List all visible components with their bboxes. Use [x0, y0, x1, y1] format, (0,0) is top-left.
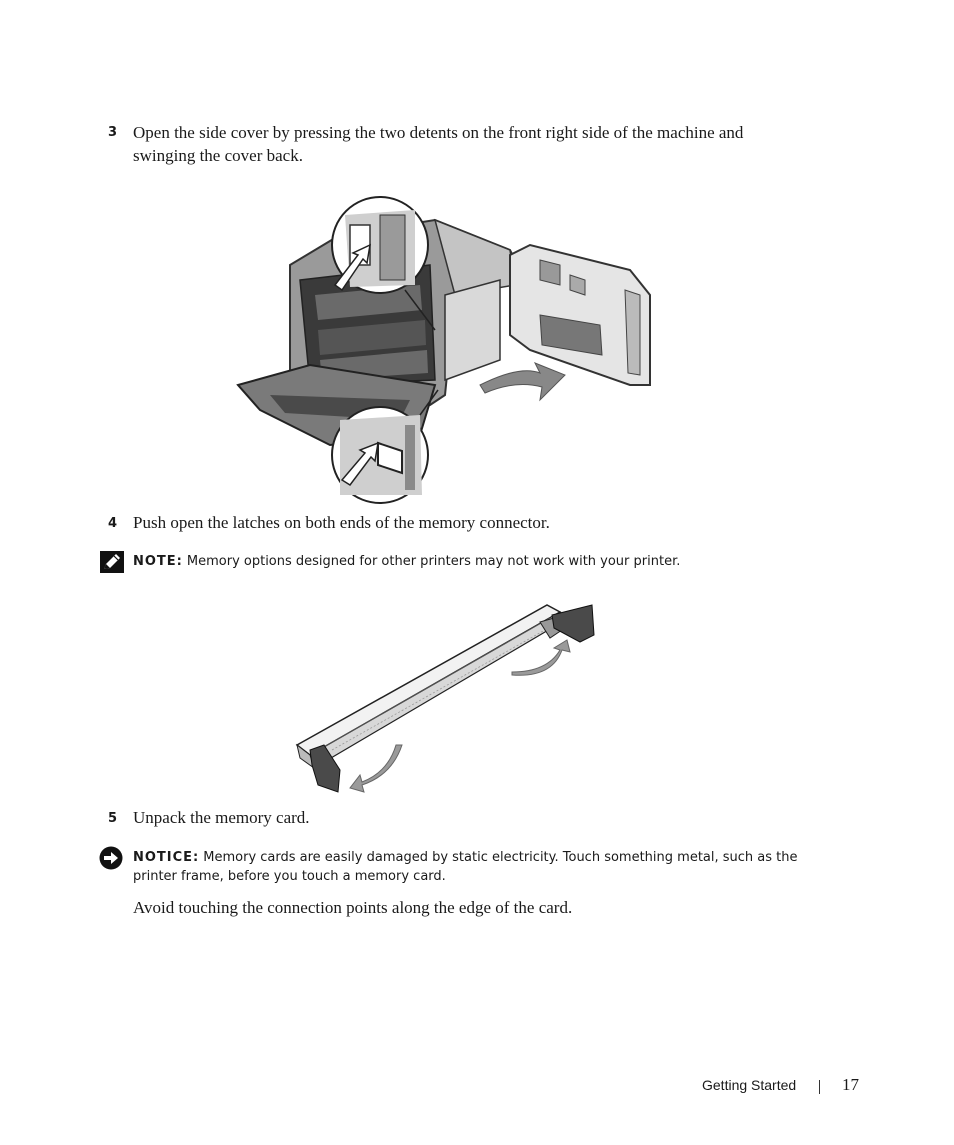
notice-line1: [133, 848, 833, 867]
arrow-notice-icon: [99, 846, 123, 870]
memory-connector-illustration: [292, 600, 602, 800]
step-5-number: 5: [108, 811, 118, 826]
pencil-note-icon: [100, 551, 124, 573]
step-4-text: Push open the latches on both ends of the memory connector.: [133, 513, 550, 532]
notice-block: [133, 848, 833, 886]
step-3-text: [133, 121, 833, 167]
footer-page-number: 17: [842, 1075, 859, 1094]
note-block: [133, 552, 680, 571]
step-3-text-line2: swinging the cover back.: [133, 146, 303, 165]
printer-side-cover-illustration: [230, 195, 660, 505]
notice-text-line2: printer frame, before you touch a memory card.: [133, 869, 446, 884]
notice-text-line1: Memory cards are easily damaged by static electricity. Touch something metal, such as the: [203, 850, 798, 865]
step-3-text-line1: Open the side cover by pressing the two detents on the front right side of the machine and: [133, 123, 744, 142]
notice-label: NOTICE:: [133, 850, 200, 865]
body-paragraph: Avoid touching the connection points along the edge of the card.: [133, 898, 573, 917]
note-label: NOTE:: [133, 554, 183, 569]
step-4-number: 4: [108, 516, 118, 531]
footer-divider: [819, 1080, 820, 1094]
step-3-number: 3: [108, 125, 118, 140]
note-text: Memory options designed for other printers may not work with your printer.: [186, 554, 681, 569]
step-5-text: Unpack the memory card.: [133, 808, 310, 827]
footer-section-title: Getting Started: [702, 1077, 797, 1093]
